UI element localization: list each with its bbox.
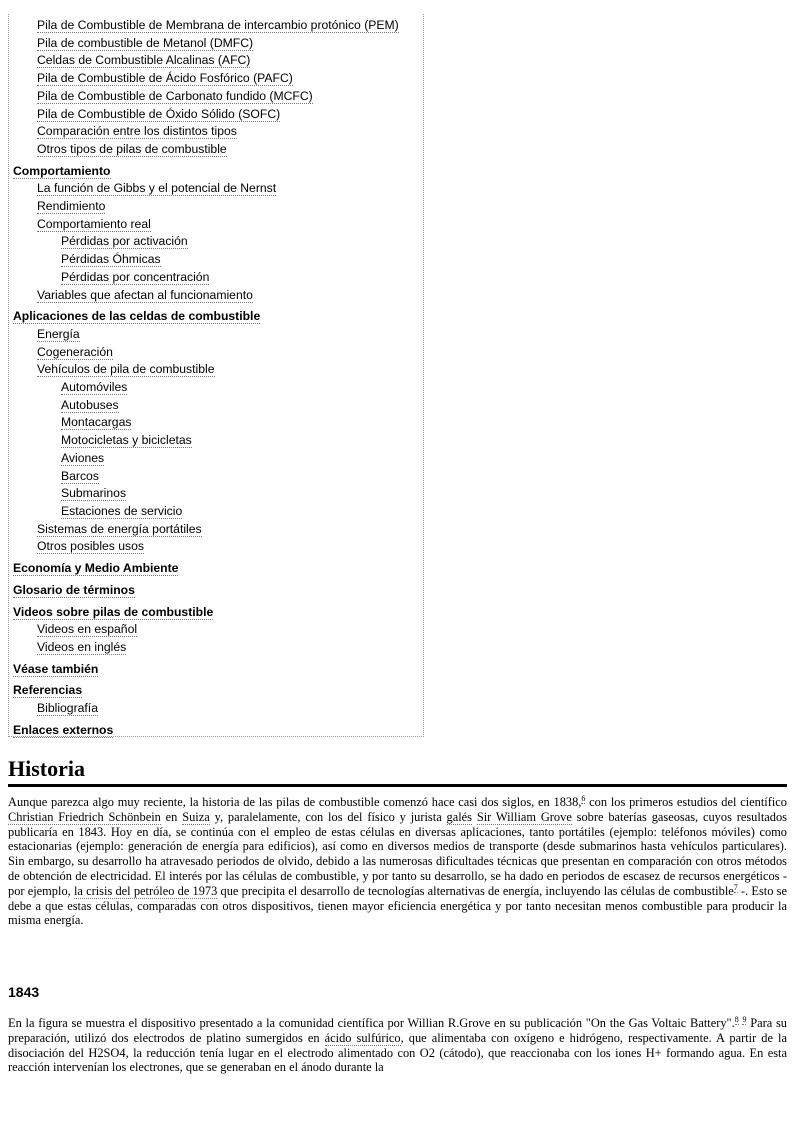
toc-item-label[interactable]: Comportamiento real [37, 216, 151, 231]
toc-item-label[interactable]: Automóviles [61, 380, 128, 395]
inline-link[interactable]: Christian Friedrich Schönbein [8, 809, 161, 824]
toc-item[interactable] [9, 639, 423, 657]
toc-item[interactable] [9, 180, 423, 198]
toc-item-label[interactable]: Autobuses [61, 397, 119, 412]
toc-item-label[interactable]: Estaciones de servicio [61, 503, 183, 518]
toc-item[interactable] [9, 521, 423, 539]
toc-item[interactable] [9, 326, 423, 344]
inline-link[interactable]: galés [446, 809, 472, 824]
toc-item-label[interactable]: Videos sobre pilas de combustible [13, 604, 214, 619]
toc-item[interactable] [9, 560, 423, 578]
section-heading-historia: Historia [8, 756, 787, 787]
toc-item-label[interactable]: Pérdidas por concentración [61, 269, 210, 284]
inline-link[interactable]: ácido sulfúrico [324, 1030, 401, 1045]
toc-item[interactable] [9, 661, 423, 679]
inline-link[interactable]: Suiza [182, 809, 210, 824]
toc-item[interactable] [9, 379, 423, 397]
toc-item[interactable] [9, 344, 423, 362]
toc-item[interactable] [9, 722, 423, 740]
toc-item-label[interactable]: Submarinos [61, 486, 127, 501]
toc-item-label[interactable]: Sistemas de energía portátiles [37, 521, 202, 536]
toc-item[interactable] [9, 141, 423, 159]
toc-item[interactable] [9, 308, 423, 326]
toc-item[interactable] [9, 106, 423, 124]
toc-item[interactable] [9, 163, 423, 181]
toc-item-label[interactable]: Glosario de términos [13, 582, 135, 597]
toc-item-label[interactable]: Celdas de Combustible Alcalinas (AFC) [37, 53, 251, 68]
toc-item[interactable] [9, 88, 423, 106]
paragraph-text: sobre baterías gaseosas, cuyos resultados publicaría en 1843. Hoy en día, se continúa con el empleo de estas células en diversas aplicaciones, tanto portátiles (ejemplo: teléfonos móviles) como estacionarias (ejemplo: generación de energía para edificios), así como en diversos medios de transporte (desde submarinos hasta vehículos particulares). Sin embargo, su desarrollo ha atravesado periodos de olvido, debido a las numerosas dificultades técnicas que presentan en comparación con otros métodos de obtención de electricidad. El interés por las células de combustible, y por tanto su desarrollo, se ha dado en periodos de escasez de recursos energéticos - por ejemplo, [8, 809, 787, 898]
toc-item[interactable] [9, 503, 423, 521]
toc-item-label[interactable]: Rendimiento [37, 199, 106, 214]
toc-item-label[interactable]: Videos en español [37, 622, 138, 637]
paragraph-text: -. Esto se debe a que estas células, comparadas con otros dispositivos, tienen mayor eficiencia energética y por tanto necesitan menos combustible para producir la misma energía. [8, 883, 787, 928]
toc-item-label[interactable]: Pérdidas por activación [61, 234, 188, 249]
toc-item[interactable] [9, 468, 423, 486]
toc-item-label[interactable]: Pila de Combustible de Óxido Sólido (SOFC) [37, 106, 281, 121]
toc-item-label[interactable]: Variables que afectan al funcionamiento [37, 287, 253, 302]
inline-link[interactable]: la crisis del petróleo de 1973 [73, 883, 218, 898]
toc-item[interactable] [9, 397, 423, 415]
toc-item-label[interactable]: Cogeneración [37, 344, 113, 359]
toc-item-label[interactable]: Economía y Medio Ambiente [13, 561, 179, 576]
toc-item[interactable] [9, 123, 423, 141]
toc-item[interactable] [9, 251, 423, 269]
toc-item-label[interactable]: Videos en inglés [37, 639, 127, 654]
toc-item-label[interactable]: Pila de combustible de Metanol (DMFC) [37, 35, 254, 50]
toc-item[interactable] [9, 17, 423, 35]
reference-link[interactable]: 9 [742, 1014, 747, 1024]
toc-item[interactable] [9, 432, 423, 450]
paragraph-text: Aunque parezca algo muy reciente, la historia de las pilas de combustible comenzó hace casi dos siglos, en 1838, [8, 795, 582, 809]
toc-item[interactable] [9, 414, 423, 432]
table-of-contents [8, 14, 424, 737]
reference-link[interactable]: 8 [734, 1014, 739, 1024]
toc-item[interactable] [9, 35, 423, 53]
toc-item[interactable] [9, 538, 423, 556]
toc-item[interactable] [9, 700, 423, 718]
toc-item[interactable] [9, 621, 423, 639]
paragraph-text: Para su preparación, utilizó dos electrodos de platino sumergidos en [8, 1016, 787, 1045]
toc-item-label[interactable]: Otros tipos de pilas de combustible [37, 141, 227, 156]
paragraph-text: , que alimentaba con oxígeno e hidrógeno, respectivamente. A partir de la disociación del H2SO4, la reducción tenía lugar en el electrodo alimentado con O2 (cátodo), que reaccionaba con los iones H+ formando agua. En esta reacción intervenían los electrones, que se generaban en el ánodo durante la [8, 1030, 787, 1075]
historia-paragraph [8, 795, 787, 928]
toc-item-label[interactable]: Energía [37, 326, 80, 341]
toc-item[interactable] [9, 233, 423, 251]
toc-item[interactable] [9, 361, 423, 379]
toc-item-label[interactable]: Comportamiento [13, 163, 111, 178]
toc-item-label[interactable]: Véase también [13, 661, 99, 676]
toc-item[interactable] [9, 682, 423, 700]
toc-item-label[interactable]: La función de Gibbs y el potencial de Nernst [37, 181, 277, 196]
paragraph-text: que precipita el desarrollo de tecnologías alternativas de energía, incluyendo las células de combustible [217, 883, 734, 898]
toc-item-label[interactable]: Comparación entre los distintos tipos [37, 124, 237, 139]
toc-item-label[interactable]: Pila de Combustible de Membrana de intercambio protónico (PEM) [37, 18, 399, 32]
inline-link[interactable]: Sir William Grove [476, 809, 572, 824]
toc-list [9, 14, 423, 739]
toc-item-label[interactable]: Pérdidas Óhmicas [61, 252, 161, 267]
paragraph-text: y, paralelamente, con los del físico y jurista [209, 809, 447, 824]
toc-item-label[interactable]: Pila de Combustible de Carbonato fundido (MCFC) [37, 88, 313, 103]
toc-item[interactable] [9, 198, 423, 216]
toc-item-label[interactable]: Vehículos de pila de combustible [37, 362, 215, 377]
toc-item-label[interactable]: Barcos [61, 468, 99, 483]
paragraph-text: en [160, 809, 183, 824]
toc-item[interactable] [9, 450, 423, 468]
toc-item-label[interactable]: Bibliografía [37, 701, 98, 716]
toc-item[interactable] [9, 216, 423, 234]
toc-item[interactable] [9, 582, 423, 600]
toc-item-label[interactable]: Otros posibles usos [37, 539, 145, 554]
subsection-heading-1843: 1843 [8, 984, 40, 1000]
reference-link[interactable]: 7 [733, 882, 738, 892]
toc-item-label[interactable]: Enlaces externos [13, 722, 114, 737]
toc-item-label[interactable]: Pila de Combustible de Ácido Fosfórico (PAFC) [37, 71, 293, 86]
toc-item[interactable] [9, 269, 423, 287]
toc-item[interactable] [9, 52, 423, 70]
toc-item[interactable] [9, 287, 423, 305]
paragraph-text: En la figura se muestra el dispositivo presentado a la comunidad científica por Willian R.Grove en su publicación "On the Gas Voltaic Battery". [8, 1016, 735, 1030]
reference-link[interactable]: 6 [581, 793, 586, 803]
toc-item-label[interactable]: Aplicaciones de las celdas de combustible [13, 309, 261, 324]
paragraph-1843 [8, 1016, 787, 1075]
toc-item-label[interactable]: Montacargas [61, 415, 132, 430]
paragraph-text: con los primeros estudios del científico [585, 795, 787, 809]
toc-item-label[interactable]: Motocicletas y bicicletas [61, 433, 192, 448]
toc-item[interactable] [9, 70, 423, 88]
toc-item-label[interactable]: Aviones [61, 450, 105, 465]
toc-item-label[interactable]: Referencias [13, 683, 83, 698]
toc-item[interactable] [9, 604, 423, 622]
toc-item[interactable] [9, 485, 423, 503]
